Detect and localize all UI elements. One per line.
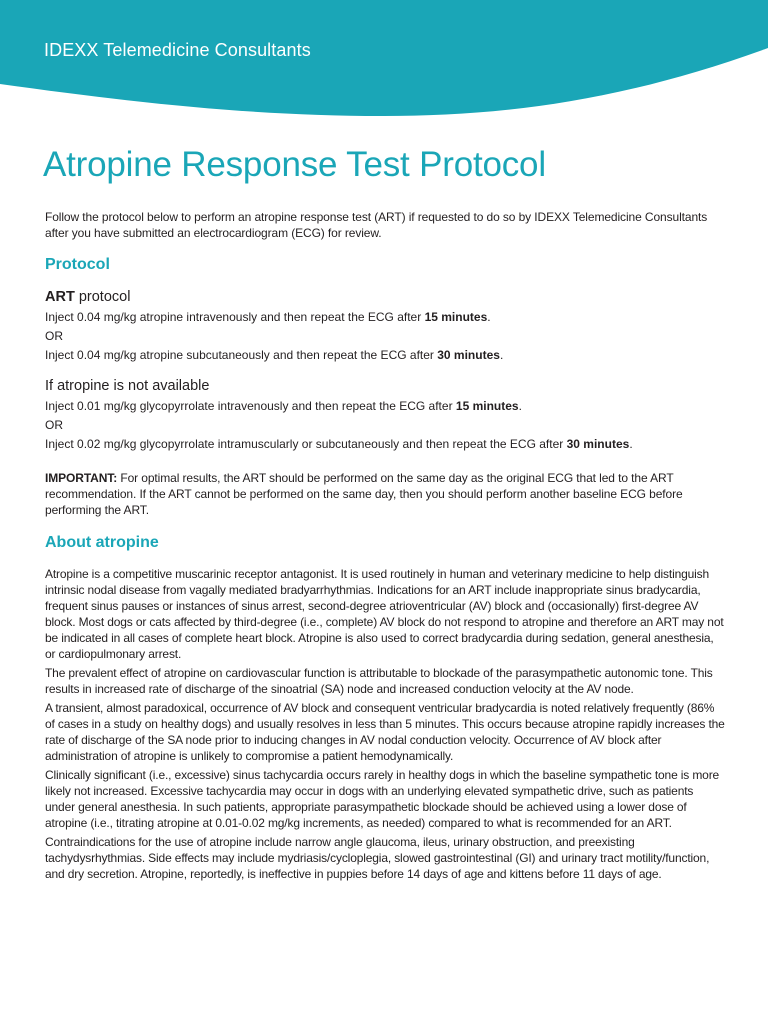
alt-line-2-time: 30 minutes	[566, 437, 630, 451]
important-label: IMPORTANT:	[45, 471, 118, 485]
about-paragraph: The prevalent effect of atropine on cardiovascular function is attributable to blockade of the parasympathetic autonomic tone. This results in increased rate of discharge of the sinoatrial (SA) node and increased conduction velocity at the AV node.	[45, 666, 713, 696]
protocol-heading: Protocol	[45, 256, 110, 273]
alt-or: OR	[45, 418, 63, 432]
important-text: For optimal results, the ART should be performed on the same day as the original ECG that led to the ART recommendation. If the ART cannot be performed on the same day, then you should perform another baseline ECG before performing the ART.	[45, 471, 683, 517]
art-heading-bold: ART	[45, 289, 75, 305]
document-body	[45, 209, 725, 885]
header-banner	[0, 0, 768, 130]
page-title: Atropine Response Test Protocol	[43, 145, 546, 184]
art-or: OR	[45, 329, 63, 343]
intro-paragraph: Follow the protocol below to perform an atropine response test (ART) if requested to do so by IDEXX Telemedicine Consultants after you have submitted an electrocardiogram (ECG) for review.	[45, 210, 708, 240]
alt-line-1	[45, 398, 725, 414]
art-line-2-period: .	[499, 348, 504, 362]
about-section	[45, 566, 725, 882]
art-line-2-text: Inject 0.04 mg/kg atropine subcutaneously and then repeat the ECG after	[45, 348, 438, 362]
alt-line-2	[45, 436, 725, 452]
about-paragraph: A transient, almost paradoxical, occurrence of AV block and consequent ventricular bradycardia is noted relatively frequently (86% of cases in a study on healthy dogs) and usually resolves in less than 5 minutes. This occurs because atropine rapidly increases the rate of discharge of the SA node prior to inducing changes in AV nodal conduction velocity. Occurrence of AV block after administration of atropine is unlikely to compromise a patient hemodynamically.	[45, 701, 725, 763]
alt-line-2-period: .	[629, 437, 633, 451]
art-protocol-heading	[45, 288, 725, 306]
art-heading-rest: protocol	[74, 289, 131, 305]
alt-line-2-text: Inject 0.02 mg/kg glycopyrrolate intramuscularly or subcutaneously and then repeat the ECG after	[45, 437, 567, 451]
alt-protocol-heading: If atropine is not available	[45, 378, 210, 394]
about-paragraph: Contraindications for the use of atropine include narrow angle glaucoma, ileus, urinary obstruction, and preexisting tachydysrhythmias. Side effects may include mydriasis/cycloplegia, slowed gastrointestinal (GI) and urinary tract motility/function, and dry secretion. Atropine, reportedly, is ineffective in puppies before 14 days of age and kittens before 11 days of age.	[45, 835, 710, 881]
alt-line-1-period: .	[518, 399, 522, 413]
important-note	[45, 470, 725, 518]
art-line-2-time: 30 minutes	[437, 348, 500, 362]
art-line-2	[45, 347, 725, 363]
art-line-1-time: 15 minutes	[424, 310, 488, 324]
header-title: IDEXX Telemedicine Consultants	[44, 40, 311, 60]
about-paragraph: Clinically significant (i.e., excessive) sinus tachycardia occurs rarely in healthy dogs in which the baseline sympathetic tone is more likely not increased. Excessive tachycardia may occur in dogs with an underlying elevated sympathetic drive, such as patients under general anesthesia. In such patients, appropriate parasympathetic blockade should be achieved using a lower dose of atropine (i.e., titrating atropine at 0.01-0.02 mg/kg increments, as needed) compared to what is recommended for an ART.	[45, 768, 720, 830]
art-line-1-text: Inject 0.04 mg/kg atropine intravenously and then repeat the ECG after	[45, 310, 425, 324]
about-paragraph: Atropine is a competitive muscarinic receptor antagonist. It is used routinely in human and veterinary medicine to help distinguish intrinsic nodal disease from vagally mediated bradyarrhythmias. Indications for an ART include inappropriate sinus bradycardia, frequent sinus pauses or instances of sinus arrest, second-degree atrioventricular (AV) block and (occasionally) first-degree AV block. Most dogs or cats affected by third-degree (i.e., complete) AV block do not respond to atropine and therefore an ART may not be indicated in all cases of complete heart block. Atropine is also used to correct bradycardia during sedation, general anesthesia, or cardiopulmonary arrest.	[45, 567, 724, 661]
alt-line-1-time: 15 minutes	[455, 399, 519, 413]
art-line-1-period: .	[487, 310, 491, 324]
about-atropine-heading: About atropine	[45, 534, 159, 551]
alt-line-1-text: Inject 0.01 mg/kg glycopyrrolate intravenously and then repeat the ECG after	[45, 399, 456, 413]
art-line-1	[45, 309, 725, 325]
